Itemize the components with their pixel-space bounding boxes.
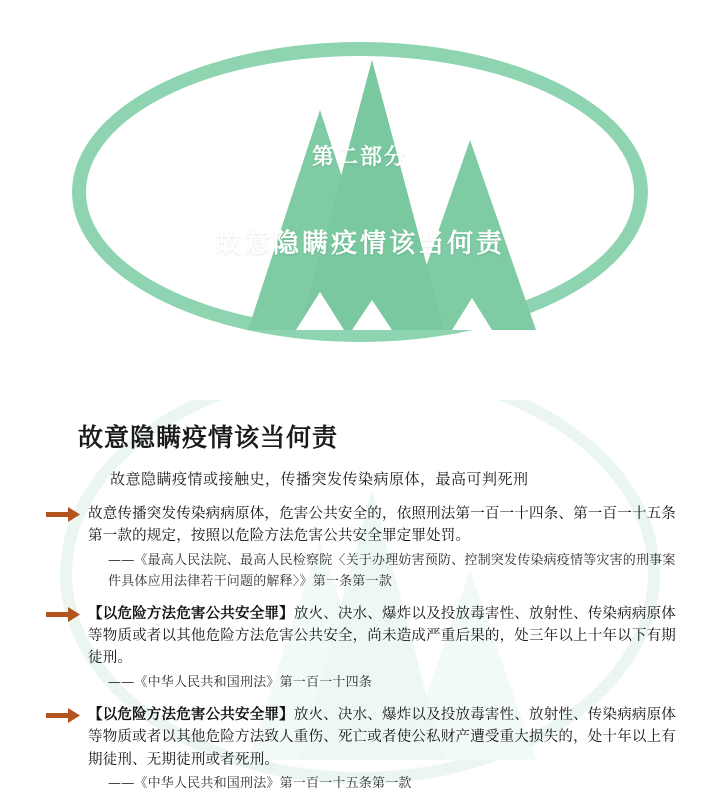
mountain-logo-icon bbox=[0, 0, 720, 400]
hero-banner bbox=[0, 0, 720, 400]
list-item-body: 故意传播突发传染病病原体，危害公共安全的，依照刑法第一百一十四条、第一百一十五条第一款的规定，按照以危险方法危害公共安全罪定罪处罚。 bbox=[88, 506, 676, 545]
list-item-citation: ——《中华人民共和国刑法》第一百一十四条 bbox=[108, 674, 373, 690]
list-item-body: 放火、决水、爆炸以及投放毒害性、放射性、传染病病原体等物质或者以其他危险方法致人重伤、死亡或者使公私财产遭受重大损失的，处十年以上有期徒刑、无期徒刑或者死刑。 bbox=[88, 706, 677, 768]
list-item-tag: 【以危险方法危害公共安全罪】 bbox=[88, 705, 294, 723]
list-item bbox=[40, 603, 686, 694]
list-item bbox=[40, 704, 686, 795]
hero-headline: 故意隐瞒疫情该当何责 bbox=[214, 228, 505, 258]
hero-part-label: 第二部分 bbox=[311, 144, 408, 169]
arrow-right-icon bbox=[46, 607, 80, 622]
list-item-text bbox=[88, 503, 686, 548]
list-item-text bbox=[88, 704, 686, 771]
list-item-citation: ——《中华人民共和国刑法》第一百一十五条第一款 bbox=[108, 776, 412, 792]
list-item-citation: ——《最高人民法院、最高人民检察院〈关于办理妨害预防、控制突发传染病疫情等灾害的刑事案件具体应用法律若干问题的解释〉》第一条第一款 bbox=[108, 552, 676, 589]
arrow-right-icon bbox=[46, 708, 80, 723]
page-title: 故意隐瞒疫情该当何责 bbox=[78, 423, 339, 452]
list-item-tag: 【以危险方法危害公共安全罪】 bbox=[88, 604, 294, 622]
arrow-right-icon bbox=[46, 507, 80, 522]
list-item-body: 放火、决水、爆炸以及投放毒害性、放射性、传染病病原体等物质或者以其他危险方法危害公共安全，尚未造成严重后果的，处三年以上十年以下有期徒刑。 bbox=[88, 605, 677, 667]
list-item bbox=[40, 503, 686, 593]
article-section bbox=[0, 400, 720, 812]
article-lead: 故意隐瞒疫情或接触史，传播突发传染病原体，最高可判死刑 bbox=[110, 470, 529, 488]
list-item-text bbox=[88, 603, 686, 670]
